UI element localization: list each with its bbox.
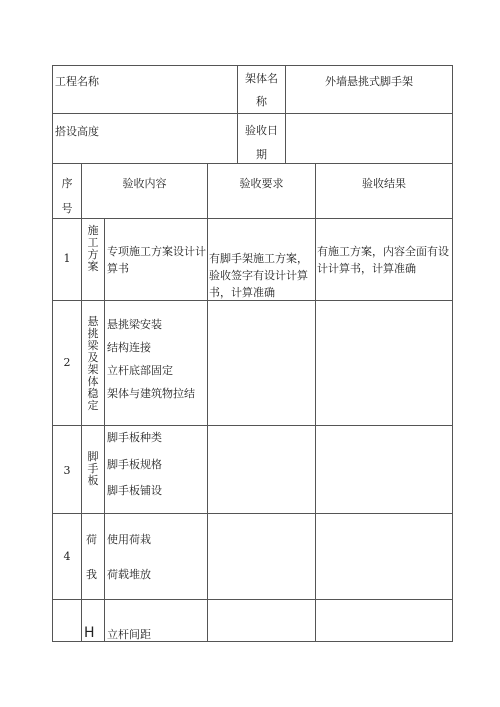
content-header: 验收内容: [122, 177, 167, 190]
result-header: 验收结果: [362, 177, 406, 190]
row-result: 计计算书，计算准确: [317, 262, 416, 275]
row-requirement: 验收签字有设计计算: [209, 269, 308, 282]
rule: [52, 513, 453, 514]
row-number: 4: [63, 550, 71, 563]
frame-name-label: 架体名: [245, 72, 278, 85]
row-item: 架体与建筑物拉结: [107, 387, 195, 400]
height-label: 搭设高度: [55, 125, 99, 138]
rule: [207, 163, 208, 642]
rule: [52, 65, 453, 66]
row-item: 脚手板铺设: [107, 484, 162, 497]
date-label-cont: 期: [256, 148, 267, 161]
frame-name-value: 外墙悬挑式脚手架: [325, 75, 413, 88]
row-item: 算书: [107, 262, 129, 275]
rule: [52, 300, 453, 301]
rule: [452, 65, 453, 642]
rule: [52, 163, 453, 164]
project-name-label: 工程名称: [55, 75, 99, 88]
row-item: 专项施工方案设计计: [107, 245, 206, 258]
seq-header: 序: [61, 177, 73, 190]
row-category-cont: 我: [86, 568, 97, 581]
row-number: 2: [63, 356, 71, 369]
row-category: H: [84, 625, 95, 641]
row-item: 结构连接: [107, 341, 151, 354]
row-item: 使用荷栽: [107, 533, 151, 546]
row-item: 立杆间距: [107, 628, 151, 641]
date-label: 验收日: [245, 124, 278, 137]
row-item: 立杆底部固定: [107, 364, 173, 377]
row-number: 1: [63, 252, 71, 265]
rule: [52, 218, 453, 219]
row-category: 施工方案: [87, 224, 99, 273]
row-number: 3: [63, 464, 71, 477]
row-item: 脚手板种类: [107, 431, 162, 444]
row-item: 脚手板规格: [107, 458, 162, 471]
seq-header-cont: 号: [61, 202, 73, 215]
frame-name-label-cont: 称: [256, 95, 267, 108]
row-requirement: 书，计算准确: [209, 286, 275, 299]
rule: [104, 218, 105, 642]
rule: [52, 599, 453, 600]
row-requirement: 有脚手架施工方案，: [209, 252, 308, 265]
row-category: 荷: [86, 533, 97, 546]
rule: [52, 425, 453, 426]
rule: [52, 113, 453, 114]
row-category: 脚手板: [87, 450, 99, 487]
requirement-header: 验收要求: [239, 177, 284, 190]
rule: [81, 163, 82, 642]
row-category: 悬挑梁及架体稳定: [87, 315, 99, 412]
row-item: 荷载堆放: [107, 568, 151, 581]
row-item: 悬挑梁安装: [107, 318, 162, 331]
row-result: 有施工方案，内容全面有设: [317, 245, 449, 258]
rule: [315, 163, 316, 642]
